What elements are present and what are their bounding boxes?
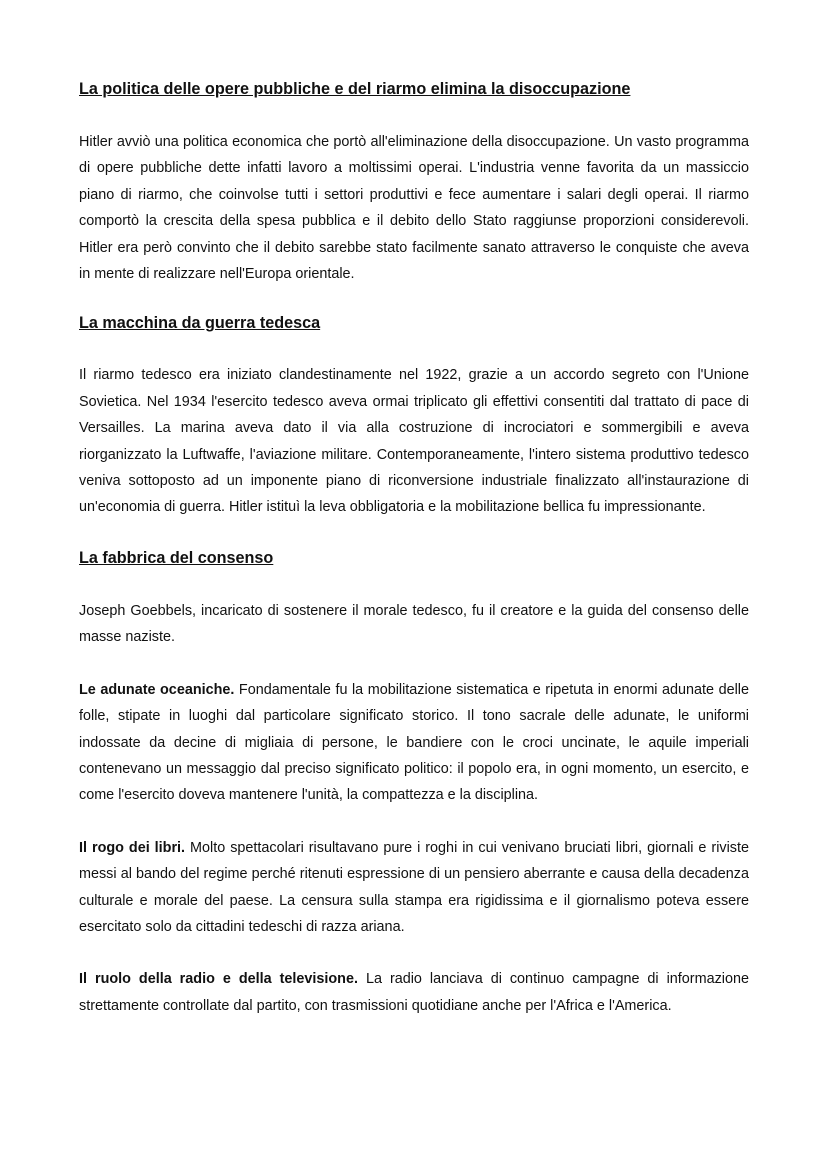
- paragraph-rallies-text: Fondamentale fu la mobilitazione sistematica e ripetuta in enormi adunate delle folle, stipate in luoghi dal particolare significato storico. Il tono sacrale delle adunate, le uniformi indossate da decine di migliaia di persone, le bandiere con le croci uncinate, le aquile imperiali contenevano un messaggio dal preciso significato politico: il popolo era, in ogni momento, un esercito, e come l'esercito doveva mantenere l'unità, la compattezza e la disciplina.: [79, 681, 749, 804]
- paragraph-book-burning-lead: Il rogo dei libri.: [79, 839, 186, 856]
- document-page: [79, 77, 749, 1019]
- section-heading-public-works: La politica delle opere pubbliche e del riarmo elimina la disoccupazione: [79, 80, 631, 98]
- paragraph-radio-tv: [79, 966, 749, 1019]
- paragraph-book-burning-text: Molto spettacolari risultavano pure i roghi in cui venivano bruciati libri, giornali e riviste messi al bando del regime perché ritenuti espressione di un pensiero aberrante e causa della decadenza culturale e morale del paese. La censura sulla stampa era rigidissima e il giornalismo poteva essere esercitato solo da cittadini tedeschi di razza ariana.: [79, 839, 749, 935]
- paragraph-rallies: [79, 677, 749, 809]
- section-heading-war-machine: La macchina da guerra tedesca: [79, 314, 321, 333]
- paragraph-public-works: Hitler avviò una politica economica che portò all'eliminazione della disoccupazione. Un vasto programma di opere pubbliche dette infatti lavoro a moltissimi operai. L'industria venne favorita da un massiccio piano di riarmo, che coinvolse tutti i settori produttivi e fece aumentare i salari degli operai. Il riarmo comportò la crescita della spesa pubblica e il debito dello Stato raggiunse proporzioni considerevoli. Hitler era però convinto che il debito sarebbe stato facilmente sanato attraverso le conquiste che aveva in mente di realizzare nell'Europa orientale.: [79, 134, 749, 283]
- paragraph-book-burning: [79, 835, 749, 941]
- section-heading-consensus: La fabbrica del consenso: [79, 548, 274, 567]
- paragraph-radio-tv-lead: Il ruolo della radio e della televisione.: [79, 971, 358, 988]
- paragraph-war-machine: Il riarmo tedesco era iniziato clandestinamente nel 1922, grazie a un accordo segreto con l'Unione Sovietica. Nel 1934 l'esercito tedesco aveva ormai triplicato gli effettivi consentiti dal trattato di pace di Versailles. La marina aveva dato il via alla costruzione di incrociatori e sommergibili e aveva riorganizzato la Luftwaffe, l'aviazione militare. Contemporaneamente, l'intero sistema produttivo tedesco veniva sottoposto ad un imponente piano di riconversione industriale finalizzato all'instaurazione di un'economia di guerra. Hitler istituì la leva obbligatoria e la mobilitazione bellica fu impressionante.: [79, 367, 749, 516]
- paragraph-consensus-intro: Joseph Goebbels, incaricato di sostenere il morale tedesco, fu il creatore e la guida del consenso delle masse naziste.: [79, 602, 749, 646]
- paragraph-radio-tv-text: La radio lanciava di continuo campagne di informazione strettamente controllate dal partito, con trasmissioni quotidiane anche per l'Africa e l'America.: [79, 971, 749, 1014]
- paragraph-rallies-lead: Le adunate oceaniche.: [79, 681, 235, 698]
